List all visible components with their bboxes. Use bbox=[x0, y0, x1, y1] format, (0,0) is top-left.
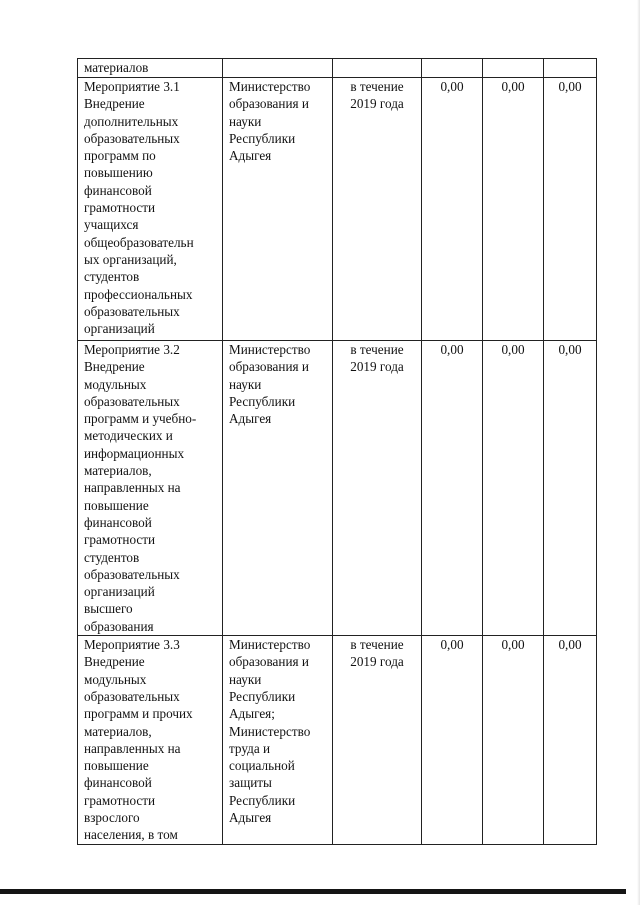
value-cell: 0,00 bbox=[544, 78, 597, 341]
executor-cell bbox=[223, 59, 333, 78]
event-cell: Мероприятие 3.2 Внедрение модульных образовательных программ и учебно- методических и информационных материалов, направленных на повышение финансовой грамотности студентов образовательных организаций высшего образования bbox=[78, 341, 223, 636]
activities-table bbox=[77, 58, 597, 845]
term-cell: в течение 2019 года bbox=[333, 341, 422, 636]
term-cell: в течение 2019 года bbox=[333, 636, 422, 845]
executor-cell: Министерство образования и науки Республики Адыгея bbox=[223, 341, 333, 636]
value-cell: 0,00 bbox=[422, 341, 483, 636]
value-cell: 0,00 bbox=[544, 636, 597, 845]
value-cell: 0,00 bbox=[544, 341, 597, 636]
table-row bbox=[78, 78, 597, 341]
value-cell: 0,00 bbox=[483, 78, 544, 341]
value-cell: 0,00 bbox=[483, 341, 544, 636]
executor-cell: Министерство образования и науки Республики Адыгея; Министерство труда и социальной защиты Республики Адыгея bbox=[223, 636, 333, 845]
executor-cell: Министерство образования и науки Республики Адыгея bbox=[223, 78, 333, 341]
event-cell: Мероприятие 3.1 Внедрение дополнительных образовательных программ по повышению финансовой грамотности учащихся общеобразовательн ых организаций, студентов профессиональных образовательных организаций bbox=[78, 78, 223, 341]
table-row-continuation bbox=[78, 59, 597, 78]
term-cell bbox=[333, 59, 422, 78]
term-cell: в течение 2019 года bbox=[333, 78, 422, 341]
value-cell bbox=[483, 59, 544, 78]
value-cell: 0,00 bbox=[422, 636, 483, 845]
event-cell: материалов bbox=[78, 59, 223, 78]
scan-bottom-edge bbox=[0, 889, 626, 894]
event-cell: Мероприятие 3.3 Внедрение модульных образовательных программ и прочих материалов, направленных на повышение финансовой грамотности взрослого населения, в том bbox=[78, 636, 223, 845]
value-cell bbox=[544, 59, 597, 78]
value-cell bbox=[422, 59, 483, 78]
table-row bbox=[78, 341, 597, 636]
value-cell: 0,00 bbox=[422, 78, 483, 341]
table-row bbox=[78, 636, 597, 845]
value-cell: 0,00 bbox=[483, 636, 544, 845]
